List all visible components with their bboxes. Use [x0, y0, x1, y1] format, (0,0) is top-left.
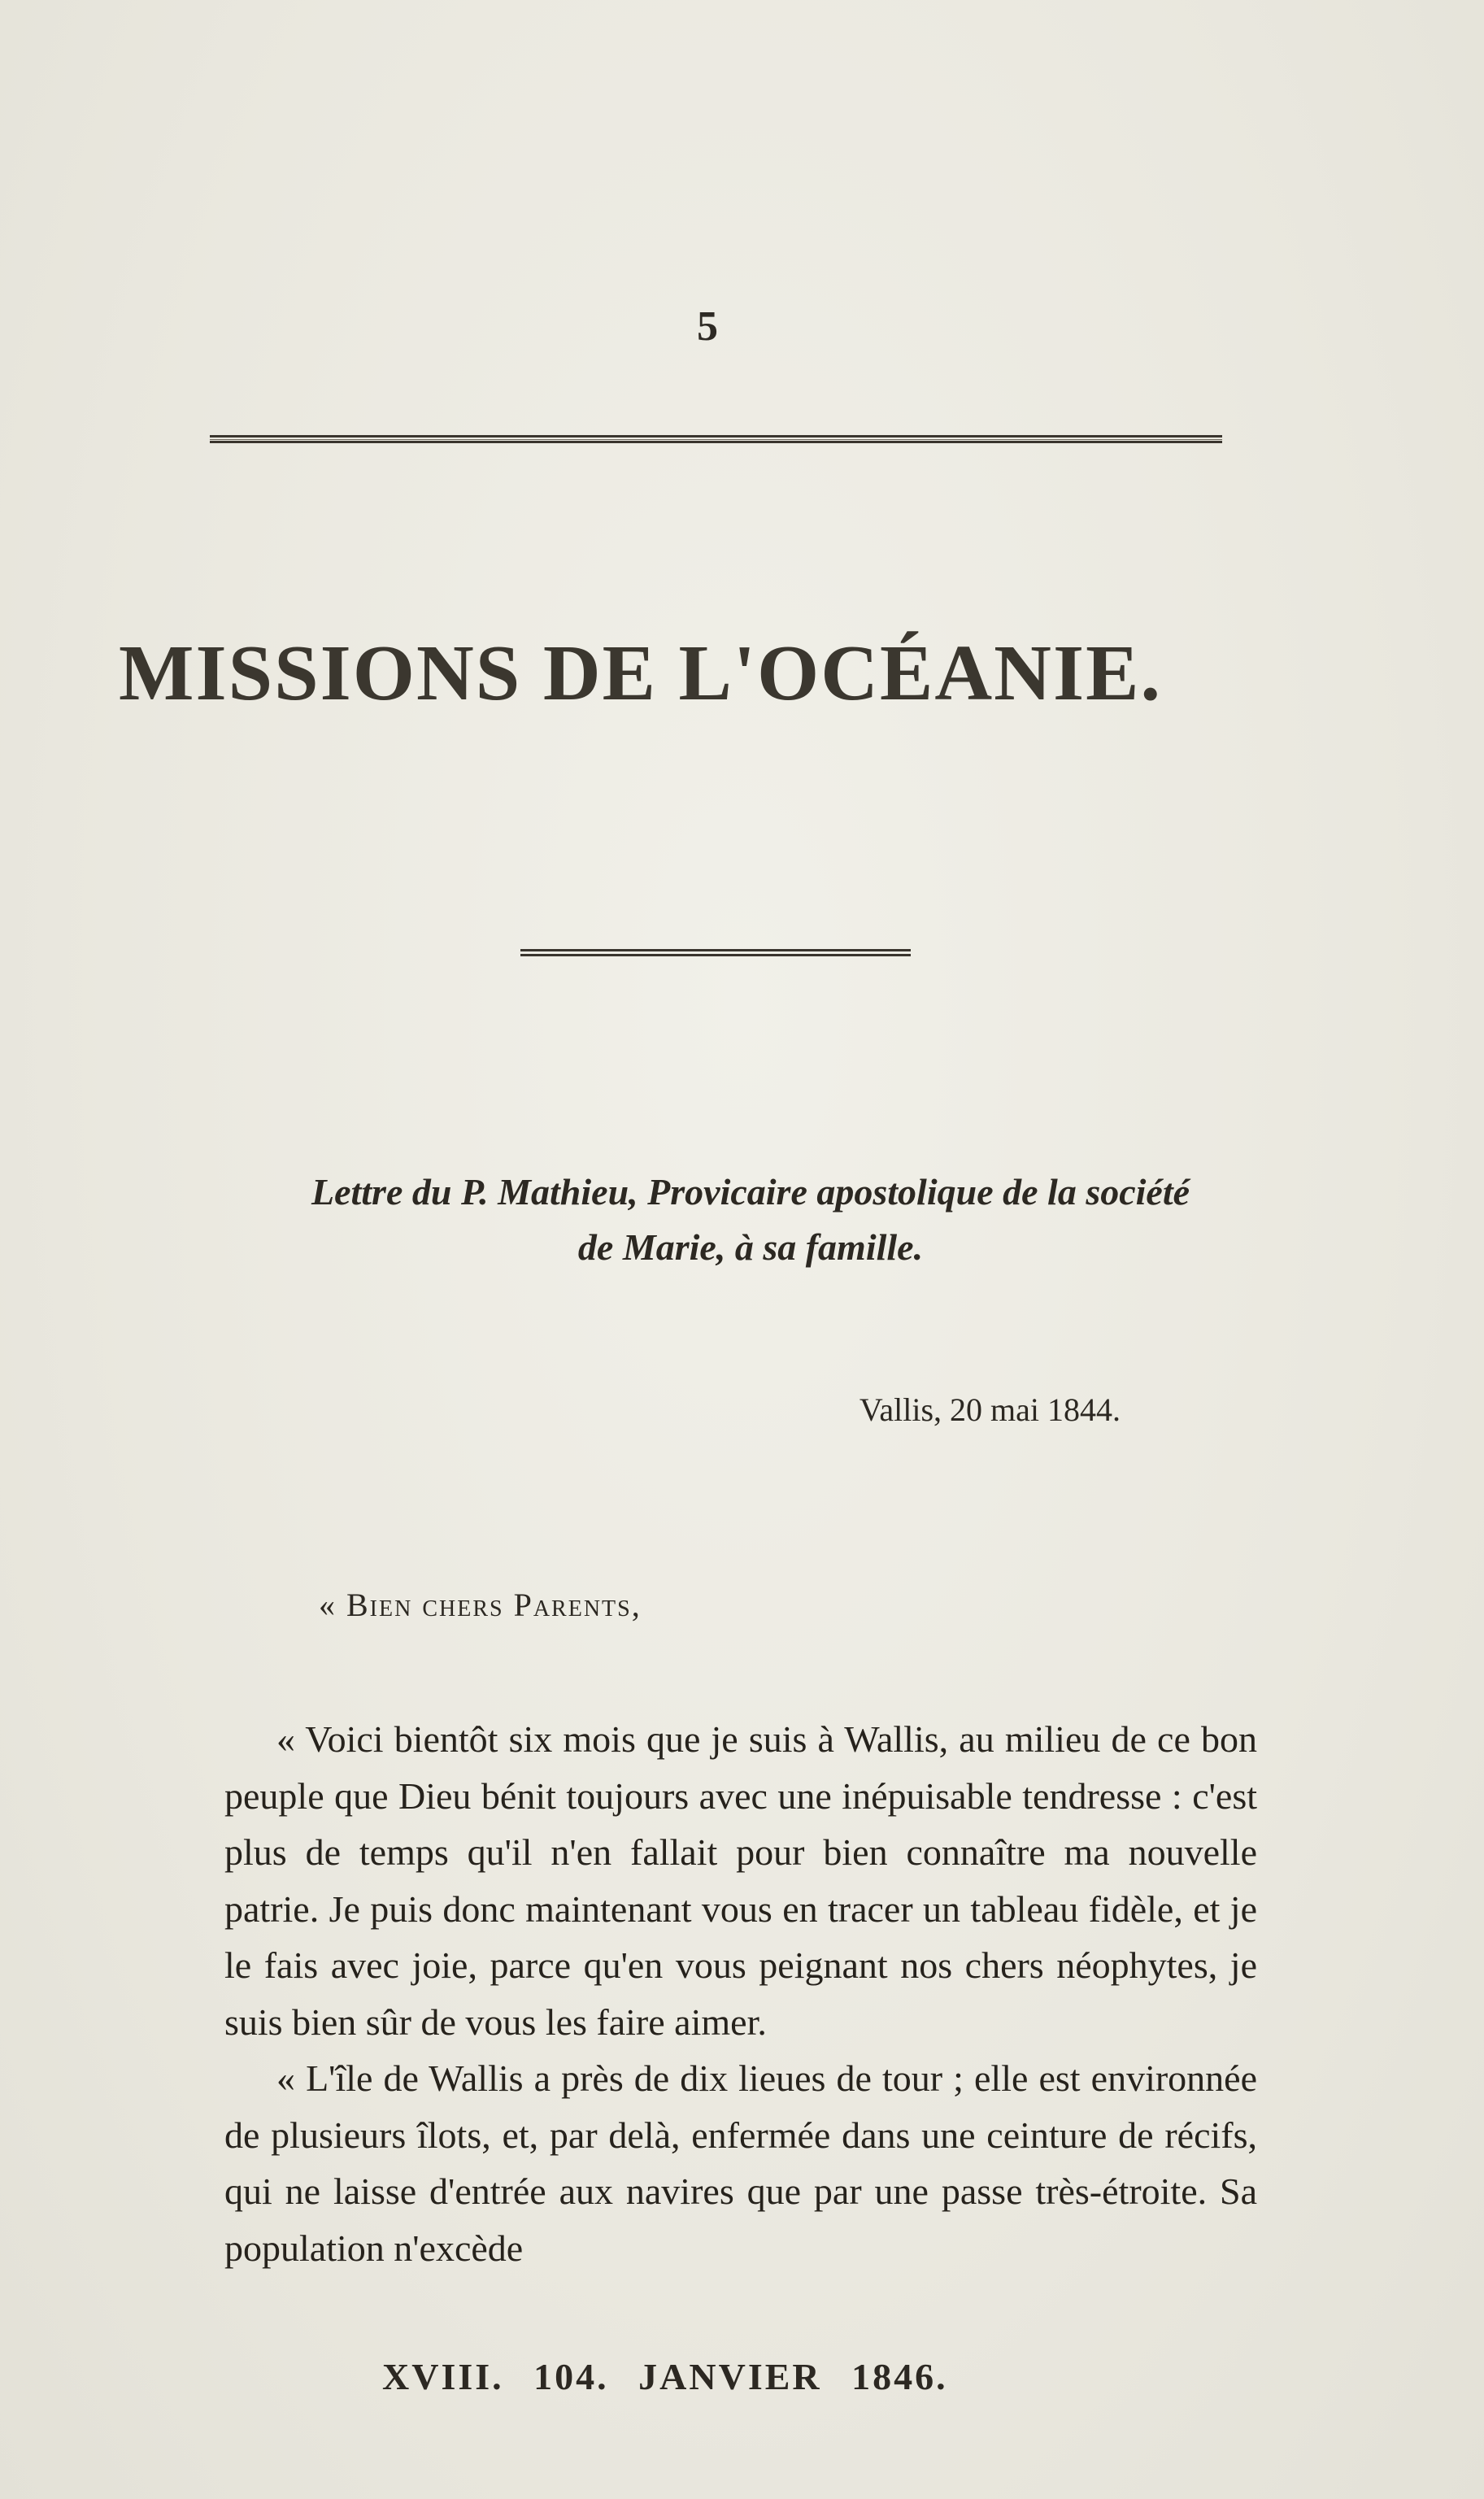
body-text: [224, 1711, 1257, 2276]
salutation: « Bien chers Parents,: [319, 1587, 642, 1623]
title-rule: [520, 949, 911, 956]
letter-heading-line1: Lettre du P. Mathieu, Provicaire apostolique de la société: [311, 1171, 1190, 1212]
footer-month: JANVIER: [638, 2356, 822, 2397]
paragraph: « L'île de Wallis a près de dix lieues de tour ; elle est environnée de plusieurs îlots, et, par delà, enfermée dans une ceinture de récifs, qui ne laisse d'entrée aux navires que par une passe très-étroite. Sa population n'excède: [224, 2057, 1257, 2269]
dateline: Vallis, 20 mai 1844.: [859, 1391, 1121, 1428]
paragraph: « Voici bientôt six mois que je suis à Wallis, au milieu de ce bon peuple que Dieu bénit toujours avec une inépuisable tendresse : c'est plus de temps qu'il n'en fallait pour bien connaître ma nouvelle patrie. Je puis donc maintenant vous en tracer un tableau fidèle, et je le fais avec joie, parce qu'en vous peignant nos chers néophytes, je suis bien sûr de vous les faire aimer.: [224, 1718, 1257, 2043]
page-footer: [382, 2355, 966, 2398]
footer-volume: XVIII.: [382, 2356, 504, 2397]
section-title: MISSIONS DE L'OCÉANIE.: [119, 629, 1162, 717]
page-number: 5: [697, 303, 718, 350]
letter-heading: [210, 1165, 1291, 1275]
letter-heading-line2: de Marie, à sa famille.: [577, 1226, 924, 1268]
header-rule: [210, 435, 1222, 443]
footer-year: 1846.: [851, 2356, 948, 2397]
footer-number: 104.: [533, 2356, 609, 2397]
